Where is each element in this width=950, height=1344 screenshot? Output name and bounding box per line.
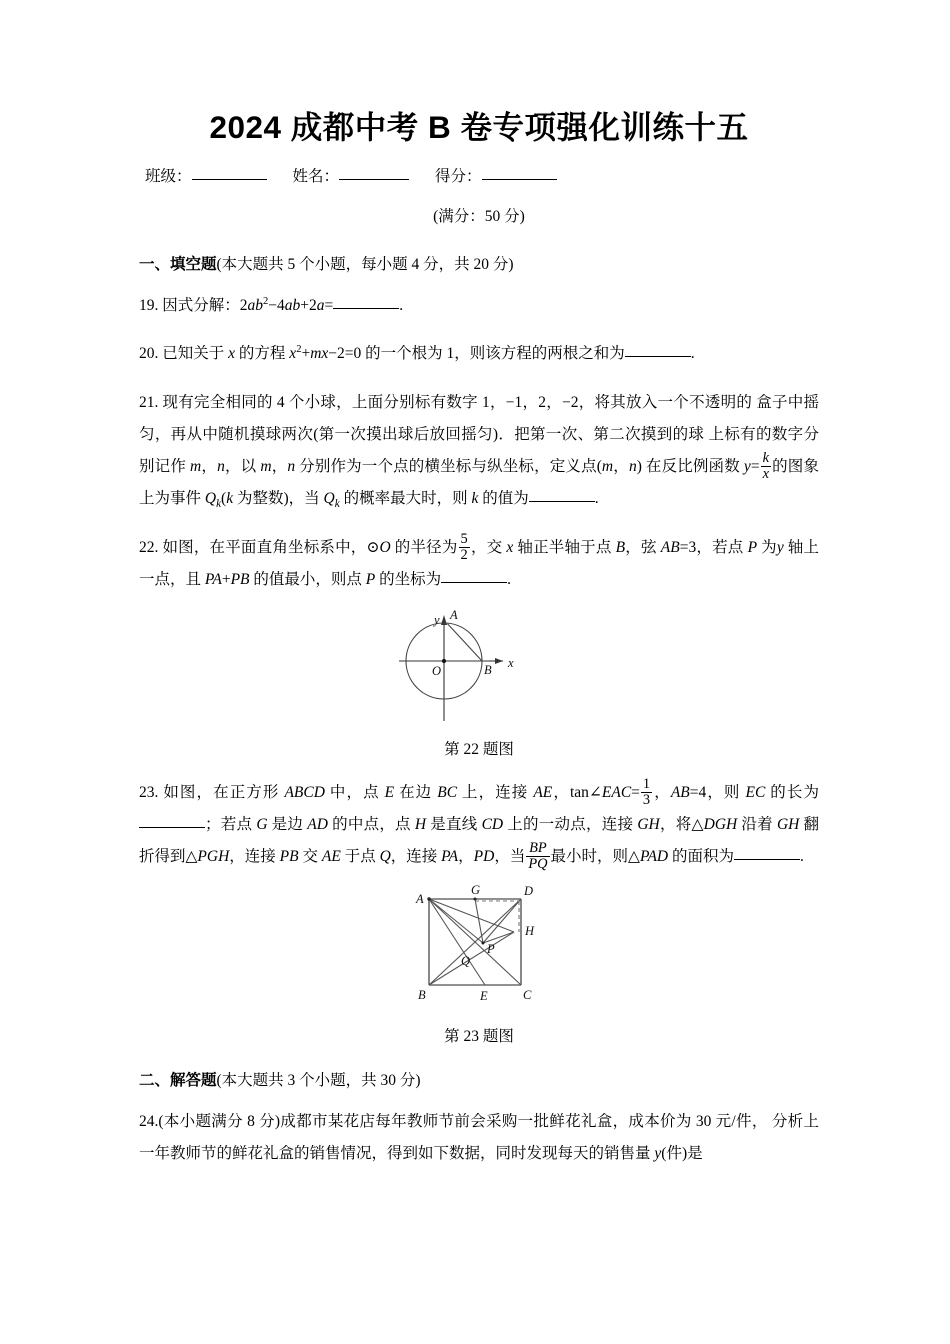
q21-line3-a: 上标有的数字分别记作 xyxy=(139,425,820,475)
q23-seg-AE2: AE xyxy=(321,848,341,866)
q21-line3-e: 分别作为一个点的横坐标与纵坐标，定义点( xyxy=(295,457,602,475)
q23-frac2-numerator: BP xyxy=(529,839,547,856)
q21-line4-f: 的值为 xyxy=(478,490,529,507)
q20-exponent: 2 xyxy=(296,344,302,356)
q21-var-k1: k xyxy=(226,490,234,507)
question-23 xyxy=(139,777,819,874)
q22-answer-blank[interactable] xyxy=(441,582,507,583)
q22-point-P2: P xyxy=(365,571,376,589)
q23-seg-GH: GH xyxy=(637,815,660,833)
q23-point-Q: Q xyxy=(379,848,391,866)
label-P: P xyxy=(487,942,495,957)
q23-triangle-PGH: PGH xyxy=(197,848,230,866)
q22-l1-c: ，交 xyxy=(470,539,507,557)
q21-line4-eq: = xyxy=(750,457,760,475)
q21-line3-f: ， xyxy=(613,457,629,475)
label-D: D xyxy=(524,884,534,899)
q22-chord-AB: AB xyxy=(660,539,680,557)
figure-22-caption: 第 22 题图 xyxy=(444,740,514,758)
q21-line3-b: ， xyxy=(201,457,218,475)
q23-l3-f: ，连接 xyxy=(390,848,442,866)
q23-l2-e: 是直线 xyxy=(426,815,482,833)
q23-triangle-DGH: DGH xyxy=(703,815,738,833)
q23-l2-g: ，将△ xyxy=(659,815,704,833)
q22-fraction-radius xyxy=(459,532,470,563)
q23-seg-AE: AE xyxy=(533,783,553,801)
q23-l3-h: ，当 xyxy=(494,848,526,866)
label-A: A xyxy=(416,892,424,907)
class-field[interactable] xyxy=(145,168,267,185)
q22-l1-b: 的半径为 xyxy=(390,539,458,557)
q23-l1-c: 在边 xyxy=(394,783,438,801)
q23-fraction-tan xyxy=(641,777,652,808)
score-blank[interactable] xyxy=(482,179,557,180)
q21-var-m3: m xyxy=(601,457,614,475)
q22-axis-x: x xyxy=(506,539,514,557)
score-field[interactable] xyxy=(435,168,557,185)
label-H: H xyxy=(525,924,535,939)
q23-side-AD: AD xyxy=(307,815,328,833)
q23-number: 23. xyxy=(139,783,159,801)
q21-line1: 现有完全相同的 4 个小球，上面分别标有数字 1，−1，2，−2，将其放入一个不透明的 xyxy=(162,393,753,411)
q21-line3-g: ) xyxy=(636,457,642,475)
q23-l1-f: = xyxy=(631,783,640,801)
q23-seg-EC: EC xyxy=(745,783,766,801)
q23-point-G: G xyxy=(256,815,268,833)
q23-frac2-denominator: PQ xyxy=(528,856,548,873)
q23-side-AB: AB xyxy=(670,783,690,801)
label-G: G xyxy=(471,883,481,898)
label-point-A: A xyxy=(450,607,458,622)
label-y-axis: y xyxy=(434,612,440,627)
q22-l2-d: 的值最小，则点 xyxy=(249,571,366,589)
q22-frac-denominator: 2 xyxy=(460,547,468,564)
q23-answer-blank-1[interactable] xyxy=(139,827,205,828)
q22-l1-e: ，弦 xyxy=(625,539,661,557)
q23-l3-a: 沿着 xyxy=(741,815,777,833)
q19-var-ab2: ab xyxy=(284,297,301,315)
q19-period: . xyxy=(399,297,404,315)
q22-seg-PA: PA xyxy=(204,571,222,589)
q21-var-n2: n xyxy=(287,457,296,475)
q22-l2-b: 轴上一点，且 xyxy=(139,539,819,589)
q20-v3: m xyxy=(310,345,322,363)
q23-l2-f: 上的一动点，连接 xyxy=(503,815,638,833)
q22-point-P: P xyxy=(747,539,758,557)
dot-G xyxy=(474,898,477,901)
label-B: B xyxy=(418,988,426,1003)
q22-l1-a: 如图，在平面直角坐标系中，⊙ xyxy=(162,539,380,557)
label-x-axis: x xyxy=(508,655,514,670)
segment-AE xyxy=(429,899,485,985)
q23-l2-c: 是边 xyxy=(267,815,308,833)
q21-event-q2-sub: k xyxy=(334,498,340,511)
q22-l2-c: + xyxy=(221,571,231,589)
label-C: C xyxy=(523,988,532,1003)
name-blank[interactable] xyxy=(339,179,409,180)
q23-l3-d: 交 xyxy=(298,848,322,866)
q23-line-CD: CD xyxy=(481,815,504,833)
q24-number: 24. xyxy=(139,1113,159,1131)
question-24 xyxy=(139,1106,819,1170)
q21-var-k2: k xyxy=(471,490,479,507)
section-1-title: 一、填空题 xyxy=(139,256,217,274)
q20-t4: −2=0 的一个根为 1，则该方程的两根之和为 xyxy=(328,345,625,363)
class-label: 班级： xyxy=(145,168,192,186)
q20-t1: 已知关于 xyxy=(162,345,229,363)
q19-answer-blank[interactable] xyxy=(333,308,399,309)
q23-frac-denominator: 3 xyxy=(642,791,651,808)
interior-segments xyxy=(429,899,521,985)
figure-23-caption: 第 23 题图 xyxy=(444,1028,514,1046)
q21-line4-d: 为整数)，当 xyxy=(233,490,324,507)
q20-v4: x xyxy=(321,345,329,363)
name-field[interactable] xyxy=(293,168,410,185)
q21-var-m: m xyxy=(190,457,202,475)
q21-event-q2: Q xyxy=(323,490,335,507)
q23-fold-GH: GH xyxy=(776,815,800,833)
q23-l1-e: ，tan∠ xyxy=(552,783,602,801)
x-axis-arrowhead xyxy=(495,658,503,664)
q23-point-H: H xyxy=(414,815,427,833)
figure-23-svg xyxy=(379,883,579,1015)
q19-number: 19. xyxy=(139,297,159,315)
q23-l1-a: 如图，在正方形 xyxy=(163,783,285,801)
q19-equals: = xyxy=(324,297,334,315)
page-content xyxy=(139,0,819,1170)
q23-frac-numerator: 1 xyxy=(642,775,651,792)
q23-period: . xyxy=(800,848,804,866)
section-2-subtitle: (本大题共 3 个小题，共 30 分) xyxy=(216,1072,421,1090)
q21-line3-d: ， xyxy=(271,457,288,475)
q19-var-ab: ab xyxy=(247,297,264,315)
question-19 xyxy=(139,290,819,322)
q23-l3-e: 于点 xyxy=(340,848,380,866)
label-Q: Q xyxy=(461,954,471,969)
q23-l2-d: 的中点，点 xyxy=(327,815,415,833)
q21-var-n: n xyxy=(217,457,225,475)
q21-event-q-sub: k xyxy=(216,498,222,511)
q21-event-q: Q xyxy=(204,490,217,507)
q19-text-b: −4 xyxy=(268,297,285,315)
q23-seg-PA: PA xyxy=(441,848,459,866)
q20-t3: + xyxy=(301,345,311,363)
q21-var-y: y xyxy=(743,457,751,475)
q22-axis-y: y xyxy=(776,539,784,557)
q23-l3-c: ，连接 xyxy=(229,848,280,866)
q23-point-E: E xyxy=(384,783,395,801)
q22-number: 22. xyxy=(139,539,159,557)
q23-l3-i: 最小时，则△ xyxy=(550,848,640,866)
q24-line1: (本小题满分 8 分)成都市某花店每年教师节前会采购一批鲜花礼盒，成本价为 30 元/件， xyxy=(158,1113,768,1131)
label-point-B: B xyxy=(484,662,492,677)
q23-side-BC: BC xyxy=(437,783,458,801)
q24-var-y: y xyxy=(654,1145,662,1163)
q19-exponent: 2 xyxy=(263,296,269,308)
segment-AH xyxy=(429,899,514,932)
q23-l3-g: ， xyxy=(458,848,474,866)
figure-23 xyxy=(139,883,819,1046)
section-2-title: 二、解答题 xyxy=(139,1072,217,1090)
center-point-dot xyxy=(442,658,446,662)
q22-point-B: B xyxy=(615,539,626,557)
q23-l1-g: ， xyxy=(653,783,671,801)
q23-l4-a: 的面积为 xyxy=(671,848,734,866)
figure-22-svg xyxy=(379,603,579,728)
q21-answer-blank[interactable] xyxy=(529,501,595,502)
section-1-subtitle: (本大题共 5 个小题，每小题 4 分，共 20 分) xyxy=(216,256,514,274)
full-score-note: (满分：50 分) xyxy=(433,208,525,226)
q22-l1-d: 轴正半轴于点 xyxy=(513,539,616,557)
q22-frac-numerator: 5 xyxy=(460,531,468,548)
q23-seg-PB: PB xyxy=(279,848,299,866)
segment-AP xyxy=(429,899,483,943)
q24-line2-b: (件)是 xyxy=(661,1145,703,1163)
q21-fraction-k-over-x xyxy=(761,451,771,482)
q20-number: 20. xyxy=(139,345,159,363)
q23-answer-blank-2[interactable] xyxy=(734,859,800,860)
segment-BH-through-Q xyxy=(429,932,514,985)
q23-angle-EAC: EAC xyxy=(601,783,632,801)
q21-line2: 盒子中摇匀，再从中随机摸球两次(第一次摸出球后放回摇匀)．把第一次、第二次摸到的球 xyxy=(139,393,820,443)
q23-l2-a: 的长为 xyxy=(770,783,819,801)
q22-circle-O: O xyxy=(379,539,391,557)
question-22 xyxy=(139,532,819,596)
q21-number: 21. xyxy=(139,393,159,411)
q23-triangle-PAD: PAD xyxy=(639,848,669,866)
dot-A xyxy=(427,898,430,901)
q23-l1-d: 上，连接 xyxy=(457,783,534,801)
q22-period: . xyxy=(507,571,512,589)
figure-22 xyxy=(139,603,819,759)
q20-v2: x xyxy=(289,345,297,363)
q20-t2: 的方程 xyxy=(235,345,290,363)
q23-l1-b: 中，点 xyxy=(324,783,385,801)
class-blank[interactable] xyxy=(192,179,267,180)
q21-line4-e: 的概率最大时，则 xyxy=(339,490,472,507)
q20-period: . xyxy=(690,345,695,363)
q19-text-a: 因式分解：2 xyxy=(162,297,248,315)
score-label: 得分： xyxy=(435,168,482,186)
q24-line2-a: 分析上一年教师节的鲜花礼盒的销售情况，得到如下数据，同时发现每天的销售量 xyxy=(139,1113,819,1163)
q23-square-ABCD: ABCD xyxy=(284,783,325,801)
segment-GP xyxy=(475,899,483,943)
q19-text-c: +2 xyxy=(300,297,317,315)
q21-period: . xyxy=(594,490,599,507)
q20-answer-blank[interactable] xyxy=(625,356,691,357)
name-label: 姓名： xyxy=(292,168,340,186)
label-E: E xyxy=(480,989,488,1004)
student-info-row xyxy=(145,164,819,186)
q23-l1-h: =4，则 xyxy=(689,783,746,801)
q19-var-a: a xyxy=(316,297,325,315)
q21-frac-numerator: k xyxy=(762,449,769,466)
q21-line3-c: ，以 xyxy=(224,457,261,475)
q21-var-n3: n xyxy=(628,457,637,475)
q20-v1: x xyxy=(228,345,236,363)
q23-l2-b: ；若点 xyxy=(205,815,257,833)
q22-l1-f: =3，若点 xyxy=(679,539,748,557)
question-20 xyxy=(139,338,819,370)
dot-P xyxy=(482,942,485,945)
q21-line4-c: ( xyxy=(221,490,227,507)
question-21 xyxy=(139,387,819,517)
q21-frac-denominator: x xyxy=(762,465,769,482)
q23-fraction-bp-pq xyxy=(526,841,549,872)
q23-l3-b: 翻折得到△ xyxy=(139,815,819,866)
q22-l2-a: 为 xyxy=(761,539,777,557)
q21-var-m2: m xyxy=(260,457,272,475)
section-heading-answer xyxy=(139,1068,819,1090)
q21-line4-b: 的图象上为事件 xyxy=(139,457,819,507)
label-origin-O: O xyxy=(432,663,442,678)
q22-seg-PB: PB xyxy=(230,571,250,589)
page-title: 2024 成都中考 B 卷专项强化训练十五 xyxy=(209,109,749,145)
section-heading-fill-blank xyxy=(139,252,819,274)
q21-line4-a: 在反比例函数 xyxy=(645,457,744,475)
q22-l2-e: 的坐标为 xyxy=(375,571,442,589)
q23-seg-PD: PD xyxy=(473,848,495,866)
